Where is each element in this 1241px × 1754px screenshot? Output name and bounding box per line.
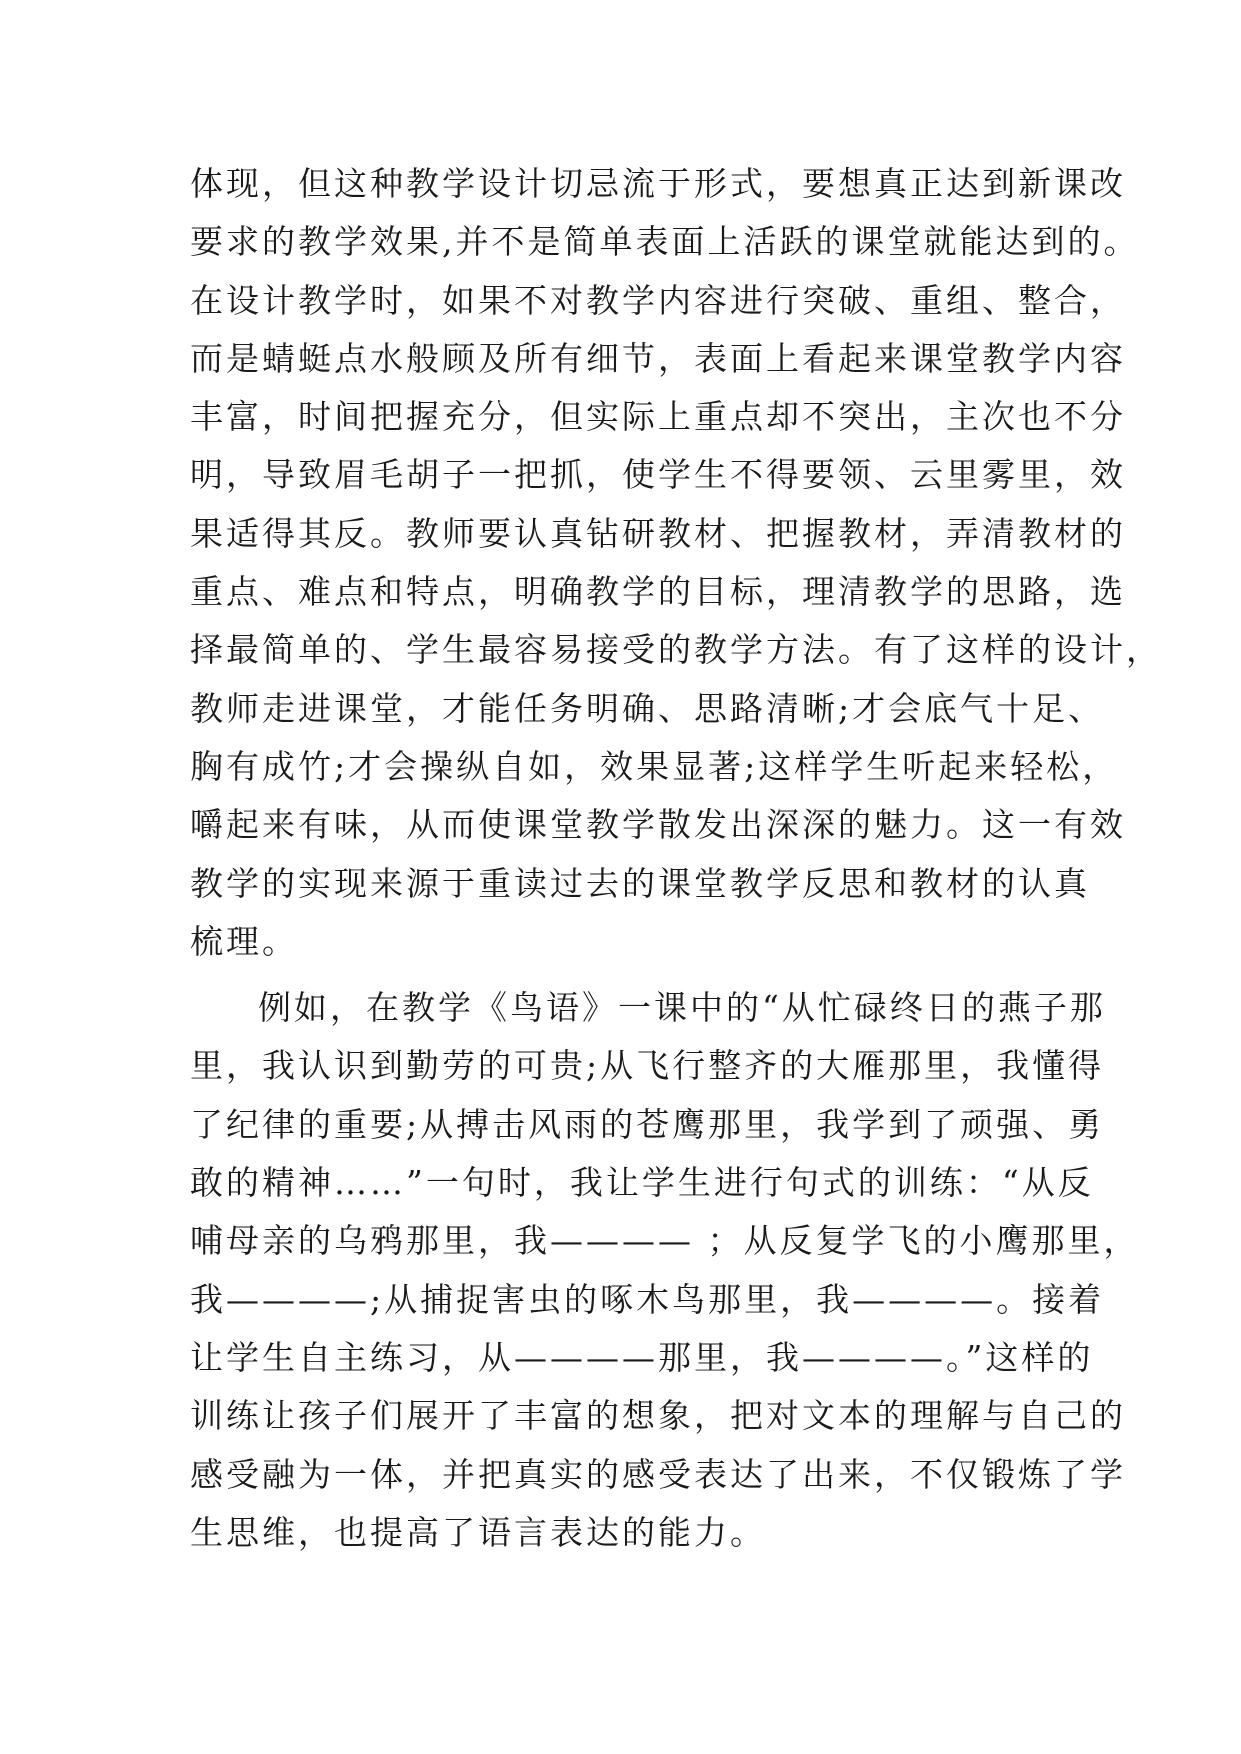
paragraph-line: 我————;从捕捉害虫的啄木鸟那里，我————。接着 [190,1279,1105,1319]
paragraph-line: 感受融为一体，并把真实的感受表达了出来，不仅锻炼了学 [190,1454,1126,1494]
paragraph-line: 训练让孩子们展开了丰富的想象，把对文本的理解与自己的 [190,1396,1126,1436]
paragraph-line: 果适得其反。教师要认真钻研教材、把握教材，弄清教材的 [190,513,1126,553]
paragraph-line: 胸有成竹;才会操纵自如，效果显著;这样学生听起来轻松， [190,746,1119,786]
paragraph-line: 了纪律的重要;从搏击风雨的苍鹰那里，我学到了顽强、勇 [190,1104,1105,1144]
paragraph-2 [190,979,1140,1562]
paragraph-spacer [190,971,1090,979]
paragraph-line: 重点、难点和特点，明确教学的目标，理清教学的思路，选 [190,572,1126,612]
paragraph-line: 例如，在教学《鸟语》一课中的“从忙碌终日的燕子那 [258,988,1106,1028]
paragraph-line: 教学的实现来源于重读过去的课堂教学反思和教材的认真 [190,863,1090,903]
paragraph-line: 生思维，也提高了语言表达的能力。 [190,1512,766,1552]
paragraph-line: 里，我认识到勤劳的可贵;从飞行整齐的大雁那里，我懂得 [190,1046,1105,1086]
paragraph-1 [190,155,1162,971]
paragraph-line: 让学生自主练习，从————那里，我————。”这样的 [190,1337,1094,1377]
document-body [190,155,1162,1562]
paragraph-line: 而是蜻蜓点水般顾及所有细节，表面上看起来课堂教学内容 [190,338,1126,378]
paragraph-line: 哺母亲的乌鸦那里，我———— ；从反复学飞的小鹰那里， [190,1221,1140,1261]
paragraph-line: 明，导致眉毛胡子一把抓，使学生不得要领、云里雾里，效 [190,455,1126,495]
paragraph-line: 择最简单的、学生最容易接受的教学方法。有了这样的设计， [190,630,1162,670]
paragraph-line: 嚼起来有味，从而使课堂教学散发出深深的魅力。这一有效 [190,805,1126,845]
paragraph-line: 教师走进课堂，才能任务明确、思路清晰;才会底气十足、 [190,688,1105,728]
paragraph-line: 丰富，时间把握充分，但实际上重点却不突出，主次也不分 [190,397,1126,437]
paragraph-line: 体现，但这种教学设计切忌流于形式，要想真正达到新课改 [190,164,1126,203]
paragraph-line: 敢的精神……”一句时，我让学生进行句式的训练：“从反 [190,1163,1094,1203]
paragraph-line: 要求的教学效果,并不是简单表面上活跃的课堂就能达到的。 [190,222,1140,262]
paragraph-line: 在设计教学时，如果不对教学内容进行突破、重组、整合， [190,280,1126,320]
paragraph-line: 梳理。 [190,921,298,961]
